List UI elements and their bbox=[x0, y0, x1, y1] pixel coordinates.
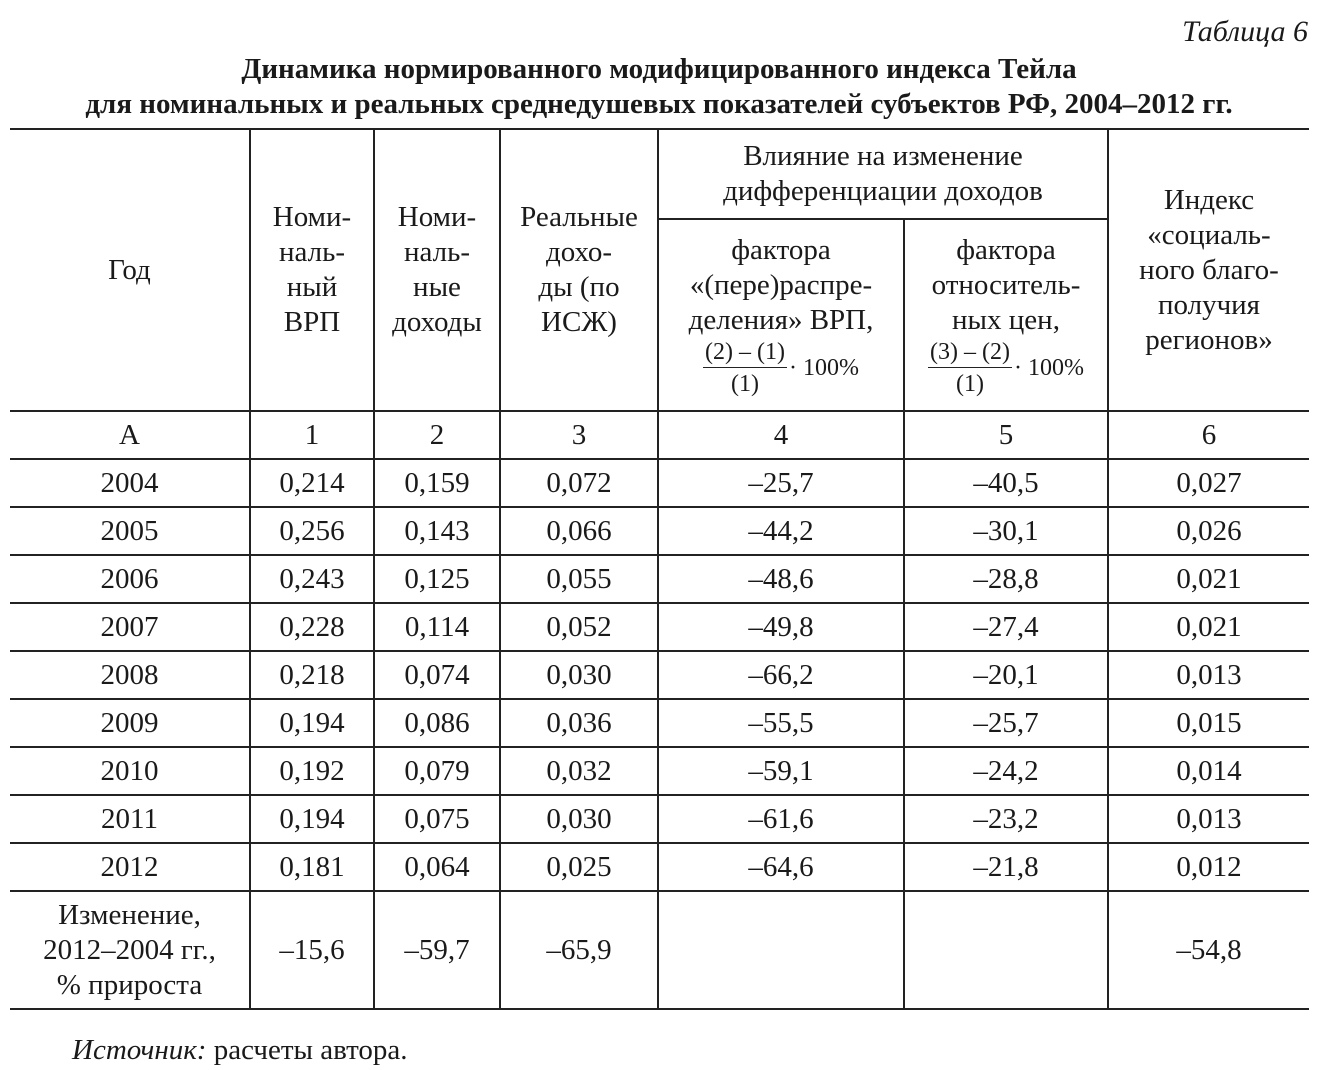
header-relative-prices-text: фактора относитель- ных цен, bbox=[931, 233, 1081, 336]
year-cell: 2008 bbox=[10, 651, 250, 699]
table-cell: 0,079 bbox=[374, 747, 500, 795]
formula-fraction bbox=[928, 338, 1012, 398]
table-cell: –44,2 bbox=[658, 507, 904, 555]
table-cell: 0,013 bbox=[1108, 795, 1309, 843]
table-cell: 0,021 bbox=[1108, 603, 1309, 651]
redistribution-formula bbox=[703, 338, 859, 398]
year-cell: 2010 bbox=[10, 747, 250, 795]
table-cell: –49,8 bbox=[658, 603, 904, 651]
table-row bbox=[10, 795, 1309, 843]
header-year: Год bbox=[10, 129, 250, 411]
table-cell: 0,030 bbox=[500, 795, 658, 843]
source-lead: Источник: bbox=[72, 1034, 207, 1066]
table-row bbox=[10, 603, 1309, 651]
year-cell: 2012 bbox=[10, 843, 250, 891]
relative-prices-formula bbox=[928, 338, 1084, 398]
table-row bbox=[10, 507, 1309, 555]
table-cell: 0,114 bbox=[374, 603, 500, 651]
table-cell: –25,7 bbox=[904, 699, 1108, 747]
header-social-wellbeing-index: Индекс «социаль- ного благо- получия регионов» bbox=[1108, 129, 1309, 411]
column-index-cell: 3 bbox=[500, 411, 658, 459]
theil-index-table bbox=[10, 128, 1309, 1010]
formula-multiplier: · 100% bbox=[788, 354, 859, 381]
table-cell: 0,013 bbox=[1108, 651, 1309, 699]
header-redistribution-text: фактора «(пере)распре- деления» ВРП, bbox=[688, 233, 874, 336]
header-real-income: Реальные дохо- ды (по ИСЖ) bbox=[500, 129, 658, 411]
change-label: Изменение, 2012–2004 гг., % прироста bbox=[10, 891, 250, 1009]
table-cell: 0,159 bbox=[374, 459, 500, 507]
table-cell: 0,014 bbox=[1108, 747, 1309, 795]
formula-numerator: (3) – (2) bbox=[928, 338, 1012, 368]
table-row bbox=[10, 651, 1309, 699]
table-cell: 0,192 bbox=[250, 747, 374, 795]
table-cell: –55,5 bbox=[658, 699, 904, 747]
formula-numerator: (2) – (1) bbox=[703, 338, 787, 368]
table-cell: 0,228 bbox=[250, 603, 374, 651]
formula-multiplier: · 100% bbox=[1013, 354, 1084, 381]
table-cell: 0,021 bbox=[1108, 555, 1309, 603]
table-cell: 0,055 bbox=[500, 555, 658, 603]
table-cell: –61,6 bbox=[658, 795, 904, 843]
header-redistribution-factor bbox=[658, 219, 904, 411]
table-cell: 0,026 bbox=[1108, 507, 1309, 555]
table-cell: –28,8 bbox=[904, 555, 1108, 603]
table-cell: 0,086 bbox=[374, 699, 500, 747]
column-index-row bbox=[10, 411, 1309, 459]
table-cell: 0,072 bbox=[500, 459, 658, 507]
table-cell: 0,074 bbox=[374, 651, 500, 699]
table-cell: 0,025 bbox=[500, 843, 658, 891]
change-cell: –59,7 bbox=[374, 891, 500, 1009]
table-title-line-1: Динамика нормированного модифицированного индекса Тейла bbox=[241, 53, 1077, 85]
formula-denominator: (1) bbox=[956, 370, 984, 397]
table-cell: –24,2 bbox=[904, 747, 1108, 795]
change-cell: –65,9 bbox=[500, 891, 658, 1009]
year-cell: 2007 bbox=[10, 603, 250, 651]
year-cell: 2005 bbox=[10, 507, 250, 555]
table-cell: 0,032 bbox=[500, 747, 658, 795]
table-cell: –27,4 bbox=[904, 603, 1108, 651]
table-number-label: Таблица 6 bbox=[1182, 15, 1308, 48]
table-cell: 0,181 bbox=[250, 843, 374, 891]
table-cell: –64,6 bbox=[658, 843, 904, 891]
header-nominal-grp: Номи- наль- ный ВРП bbox=[250, 129, 374, 411]
table-cell: 0,064 bbox=[374, 843, 500, 891]
year-cell: 2011 bbox=[10, 795, 250, 843]
table-cell: –21,8 bbox=[904, 843, 1108, 891]
column-index-cell: А bbox=[10, 411, 250, 459]
table-cell: 0,015 bbox=[1108, 699, 1309, 747]
formula-denominator: (1) bbox=[731, 370, 759, 397]
change-cell: –15,6 bbox=[250, 891, 374, 1009]
table-cell: –48,6 bbox=[658, 555, 904, 603]
header-relative-prices-factor bbox=[904, 219, 1108, 411]
table-cell: 0,214 bbox=[250, 459, 374, 507]
column-index-cell: 4 bbox=[658, 411, 904, 459]
table-cell: 0,243 bbox=[250, 555, 374, 603]
table-cell: –25,7 bbox=[658, 459, 904, 507]
table-cell: 0,143 bbox=[374, 507, 500, 555]
table-title-line-2: для номинальных и реальных среднедушевых показателей субъектов РФ, 2004–2012 гг. bbox=[85, 88, 1233, 120]
table-cell: 0,052 bbox=[500, 603, 658, 651]
table-cell: 0,218 bbox=[250, 651, 374, 699]
column-index-cell: 1 bbox=[250, 411, 374, 459]
year-cell: 2004 bbox=[10, 459, 250, 507]
change-cell: –54,8 bbox=[1108, 891, 1309, 1009]
table-cell: 0,030 bbox=[500, 651, 658, 699]
source-note bbox=[72, 1032, 408, 1068]
table-cell: 0,027 bbox=[1108, 459, 1309, 507]
column-index-cell: 6 bbox=[1108, 411, 1309, 459]
table-cell: –30,1 bbox=[904, 507, 1108, 555]
column-index-cell: 2 bbox=[374, 411, 500, 459]
table-row bbox=[10, 747, 1309, 795]
table-row bbox=[10, 555, 1309, 603]
formula-fraction bbox=[703, 338, 787, 398]
table-cell: –23,2 bbox=[904, 795, 1108, 843]
table-cell: –40,5 bbox=[904, 459, 1108, 507]
change-summary-row bbox=[10, 891, 1309, 1009]
table-cell: 0,194 bbox=[250, 795, 374, 843]
change-cell bbox=[658, 891, 904, 1009]
year-cell: 2006 bbox=[10, 555, 250, 603]
table-row bbox=[10, 459, 1309, 507]
table-cell: 0,194 bbox=[250, 699, 374, 747]
table-row bbox=[10, 699, 1309, 747]
table-cell: –66,2 bbox=[658, 651, 904, 699]
table-cell: 0,125 bbox=[374, 555, 500, 603]
table-cell: 0,066 bbox=[500, 507, 658, 555]
source-text: расчеты автора. bbox=[206, 1034, 408, 1066]
header-influence-group: Влияние на изменение дифференциации доходов bbox=[658, 129, 1108, 219]
column-index-cell: 5 bbox=[904, 411, 1108, 459]
table-cell: 0,012 bbox=[1108, 843, 1309, 891]
change-cell bbox=[904, 891, 1108, 1009]
header-nominal-income: Номи- наль- ные доходы bbox=[374, 129, 500, 411]
table-cell: 0,256 bbox=[250, 507, 374, 555]
table-title bbox=[0, 52, 1318, 122]
table-cell: 0,036 bbox=[500, 699, 658, 747]
table-cell: –59,1 bbox=[658, 747, 904, 795]
table-cell: –20,1 bbox=[904, 651, 1108, 699]
table-row bbox=[10, 843, 1309, 891]
year-cell: 2009 bbox=[10, 699, 250, 747]
table-cell: 0,075 bbox=[374, 795, 500, 843]
